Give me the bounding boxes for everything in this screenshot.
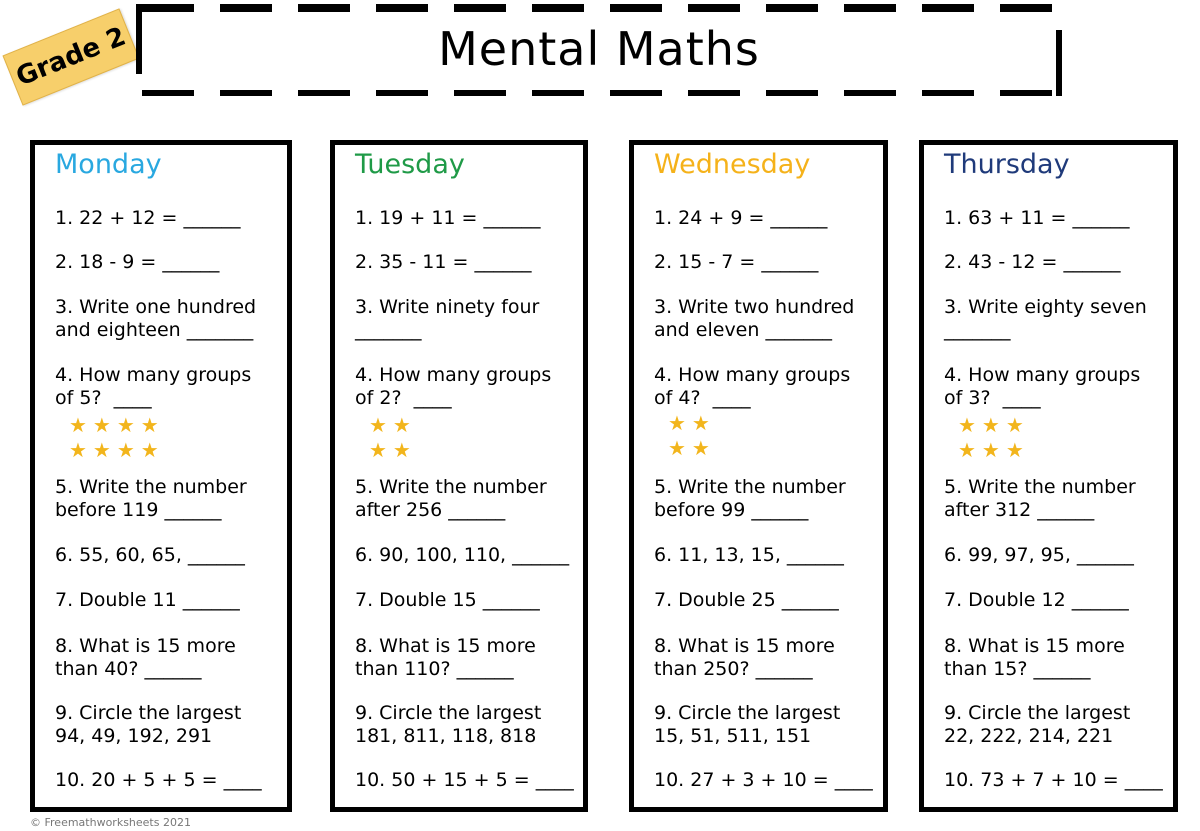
question-8: 8. What is 15 more than 110? ______ (355, 635, 536, 680)
question-5: 5. Write the number after 312 ______ (944, 476, 1136, 521)
question-1: 1. 24 + 9 = ______ (654, 207, 828, 229)
page-title: Mental Maths (438, 22, 760, 76)
title-box (136, 4, 1062, 96)
question-7: 7. Double 25 ______ (654, 589, 839, 611)
question-7: 7. Double 11 ______ (55, 589, 240, 611)
star-row-2: ★★ (369, 438, 417, 462)
star-row-2: ★★★★ (69, 438, 165, 462)
question-10: 10. 73 + 7 + 10 = ____ (944, 769, 1163, 791)
question-6: 6. 11, 13, 15, ______ (654, 544, 844, 566)
question-8: 8. What is 15 more than 250? ______ (654, 635, 835, 680)
day-title-monday: Monday (55, 149, 162, 180)
question-1: 1. 22 + 12 = ______ (55, 207, 241, 229)
question-5: 5. Write the number before 119 ______ (55, 476, 247, 521)
thursday-column (919, 140, 1178, 812)
star-row-1: ★★ (369, 413, 417, 437)
question-1: 1. 19 + 11 = ______ (355, 207, 541, 229)
question-10: 10. 27 + 3 + 10 = ____ (654, 769, 873, 791)
question-6: 6. 99, 97, 95, ______ (944, 544, 1134, 566)
question-4: 4. How many groups of 2? ____ (355, 364, 552, 409)
question-10: 10. 50 + 15 + 5 = ____ (355, 769, 574, 791)
question-2: 2. 18 - 9 = ______ (55, 251, 220, 273)
question-6: 6. 55, 60, 65, ______ (55, 544, 245, 566)
question-3: 3. Write two hundred and eleven _______ (654, 296, 855, 341)
question-8: 8. What is 15 more than 40? ______ (55, 635, 236, 680)
question-2: 2. 35 - 11 = ______ (355, 251, 532, 273)
star-row-1: ★★★ (958, 413, 1030, 437)
question-8: 8. What is 15 more than 15? ______ (944, 635, 1125, 680)
day-title-wednesday: Wednesday (654, 149, 811, 180)
question-5: 5. Write the number before 99 ______ (654, 476, 846, 521)
copyright-notice: © Freemathworksheets 2021 (30, 816, 191, 829)
question-9: 9. Circle the largest 94, 49, 192, 291 (55, 702, 242, 747)
question-3: 3. Write one hundred and eighteen _______ (55, 296, 257, 341)
question-2: 2. 43 - 12 = ______ (944, 251, 1121, 273)
question-9: 9. Circle the largest 15, 51, 511, 151 (654, 702, 841, 747)
question-7: 7. Double 15 ______ (355, 589, 540, 611)
question-10: 10. 20 + 5 + 5 = ____ (55, 769, 262, 791)
question-7: 7. Double 12 ______ (944, 589, 1129, 611)
question-1: 1. 63 + 11 = ______ (944, 207, 1130, 229)
monday-column (30, 140, 292, 812)
question-3: 3. Write ninety four _______ (355, 296, 540, 341)
star-row-2: ★★ (668, 436, 716, 460)
day-title-tuesday: Tuesday (355, 149, 465, 180)
question-4: 4. How many groups of 5? ____ (55, 364, 252, 409)
wednesday-column (629, 140, 888, 812)
star-row-1: ★★ (668, 411, 716, 435)
question-3: 3. Write eighty seven _______ (944, 296, 1147, 341)
day-title-thursday: Thursday (944, 149, 1070, 180)
grade-label: Grade 2 (12, 21, 130, 93)
question-4: 4. How many groups of 3? ____ (944, 364, 1141, 409)
question-9: 9. Circle the largest 181, 811, 118, 818 (355, 702, 542, 747)
question-2: 2. 15 - 7 = ______ (654, 251, 819, 273)
question-6: 6. 90, 100, 110, ______ (355, 544, 570, 566)
grade-label-tag (2, 8, 139, 105)
star-row-1: ★★★★ (69, 413, 165, 437)
tuesday-column (330, 140, 588, 812)
star-row-2: ★★★ (958, 438, 1030, 462)
question-9: 9. Circle the largest 22, 222, 214, 221 (944, 702, 1131, 747)
question-4: 4. How many groups of 4? ____ (654, 364, 851, 409)
question-5: 5. Write the number after 256 ______ (355, 476, 547, 521)
